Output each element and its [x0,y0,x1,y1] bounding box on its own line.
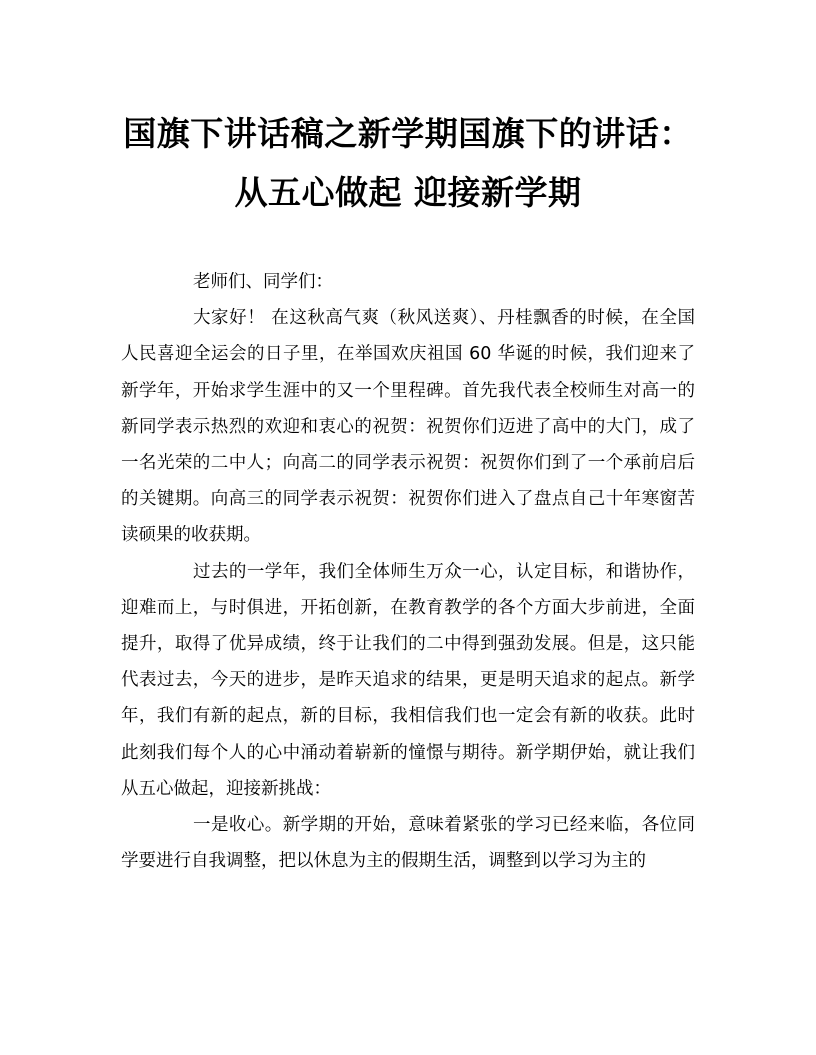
body-paragraph: 大家好！ 在这秋高气爽（秋风送爽）、丹桂飘香的时候，在全国人民喜迎全运会的日子里，在举国欢庆祖国 60 华诞的时候，我们迎来了新学年，开始求学生涯中的又一个里程碑。首先我代表全校师生对高一的新同学表示热烈的欢迎和衷心的祝贺：祝贺你们迈进了高中的大门，成了一名光荣的二中人；向高二的同学表示祝贺：祝贺你们到了一个承前启后的关键期。向高三的同学表示祝贺：祝贺你们进入了盘点自己十年寒窗苦读硕果的收获期。 [121,308,695,546]
document-body [121,264,695,879]
body-paragraph: 一是收心。新学期的开始，意味着紧张的学习已经来临，各位同学要进行自我调整，把以休息为主的假期生活，调整到以学习为主的 [121,815,695,872]
document-title-line-1: 国旗下讲话稿之新学期国旗下的讲话： [123,114,693,153]
salutation-paragraph: 老师们、同学们： [193,272,333,292]
body-paragraph: 过去的一学年，我们全体师生万众一心，认定目标，和谐协作，迎难而上，与时俱进，开拓创新，在教育教学的各个方面大步前进，全面提升，取得了优异成绩，终于让我们的二中得到强劲发展。但是，这只能代表过去，今天的进步，是昨天追求的结果，更是明天追求的起点。新学年，我们有新的起点，新的目标，我相信我们也一定会有新的收获。此时此刻我们每个人的心中涌动着崭新的憧憬与期待。新学期伊始，就让我们从五心做起，迎接新挑战： [121,561,695,799]
document-title-line-2: 从五心做起 迎接新学期 [234,173,582,212]
